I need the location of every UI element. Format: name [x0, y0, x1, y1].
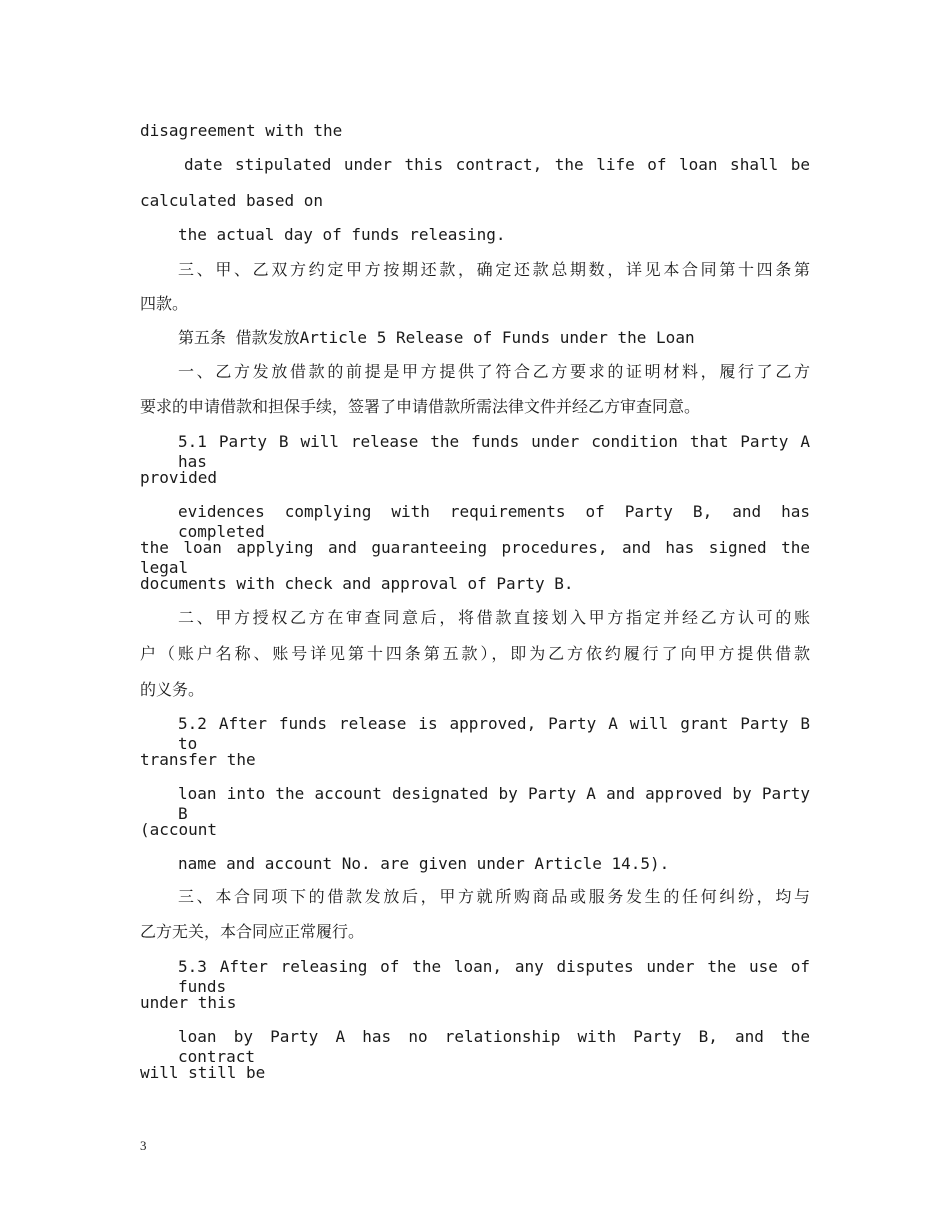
- text-line: under this: [140, 993, 237, 1012]
- text-line: 四款。: [140, 294, 189, 313]
- text-line: provided: [140, 468, 218, 487]
- text-line: 5.3 After releasing of the loan, any disputes under the use of funds: [178, 957, 810, 996]
- section-heading: 第五条 借款发放Article 5 Release of Funds under the Loan: [178, 328, 695, 347]
- text-line: the loan applying and guaranteeing procedures, and has signed the legal: [140, 538, 810, 577]
- text-line: 乙方无关，本合同应正常履行。: [140, 922, 365, 941]
- text-line: 5.1 Party B will release the funds under condition that Party A has: [178, 432, 810, 471]
- text-line: 户（账户名称、账号详见第十四条第五款），即为乙方依约履行了向甲方提供借款: [140, 644, 810, 663]
- text-line: 三、甲、乙双方约定甲方按期还款，确定还款总期数，详见本合同第十四条第: [178, 260, 810, 279]
- text-line: documents with check and approval of Party B.: [140, 574, 574, 593]
- text-line: evidences complying with requirements of Party B, and has completed: [178, 502, 810, 541]
- text-line: 一、乙方发放借款的前提是甲方提供了符合乙方要求的证明材料，履行了乙方: [178, 362, 810, 381]
- text-line: the actual day of funds releasing.: [178, 225, 506, 244]
- text-line: 要求的申请借款和担保手续，签署了申请借款所需法律文件并经乙方审查同意。: [140, 397, 701, 416]
- text-line: 三、本合同项下的借款发放后，甲方就所购商品或服务发生的任何纠纷，均与: [178, 887, 810, 906]
- text-line: will still be: [140, 1063, 266, 1082]
- text-line: (account: [140, 820, 218, 839]
- text-line: 5.2 After funds release is approved, Party A will grant Party B to: [178, 714, 810, 753]
- text-line: loan by Party A has no relationship with Party B, and the contract: [178, 1027, 810, 1066]
- text-line: date stipulated under this contract, the life of loan shall be: [184, 155, 810, 174]
- text-line: 的义务。: [140, 680, 205, 699]
- text-line: 二、甲方授权乙方在审查同意后，将借款直接划入甲方指定并经乙方认可的账: [178, 608, 810, 627]
- text-line: transfer the: [140, 750, 256, 769]
- text-line: calculated based on: [140, 191, 324, 210]
- text-line: disagreement with the: [140, 121, 343, 140]
- text-line: loan into the account designated by Party A and approved by Party B: [178, 784, 810, 823]
- page-number: 3: [140, 1138, 147, 1153]
- text-line: name and account No. are given under Article 14.5).: [178, 854, 670, 873]
